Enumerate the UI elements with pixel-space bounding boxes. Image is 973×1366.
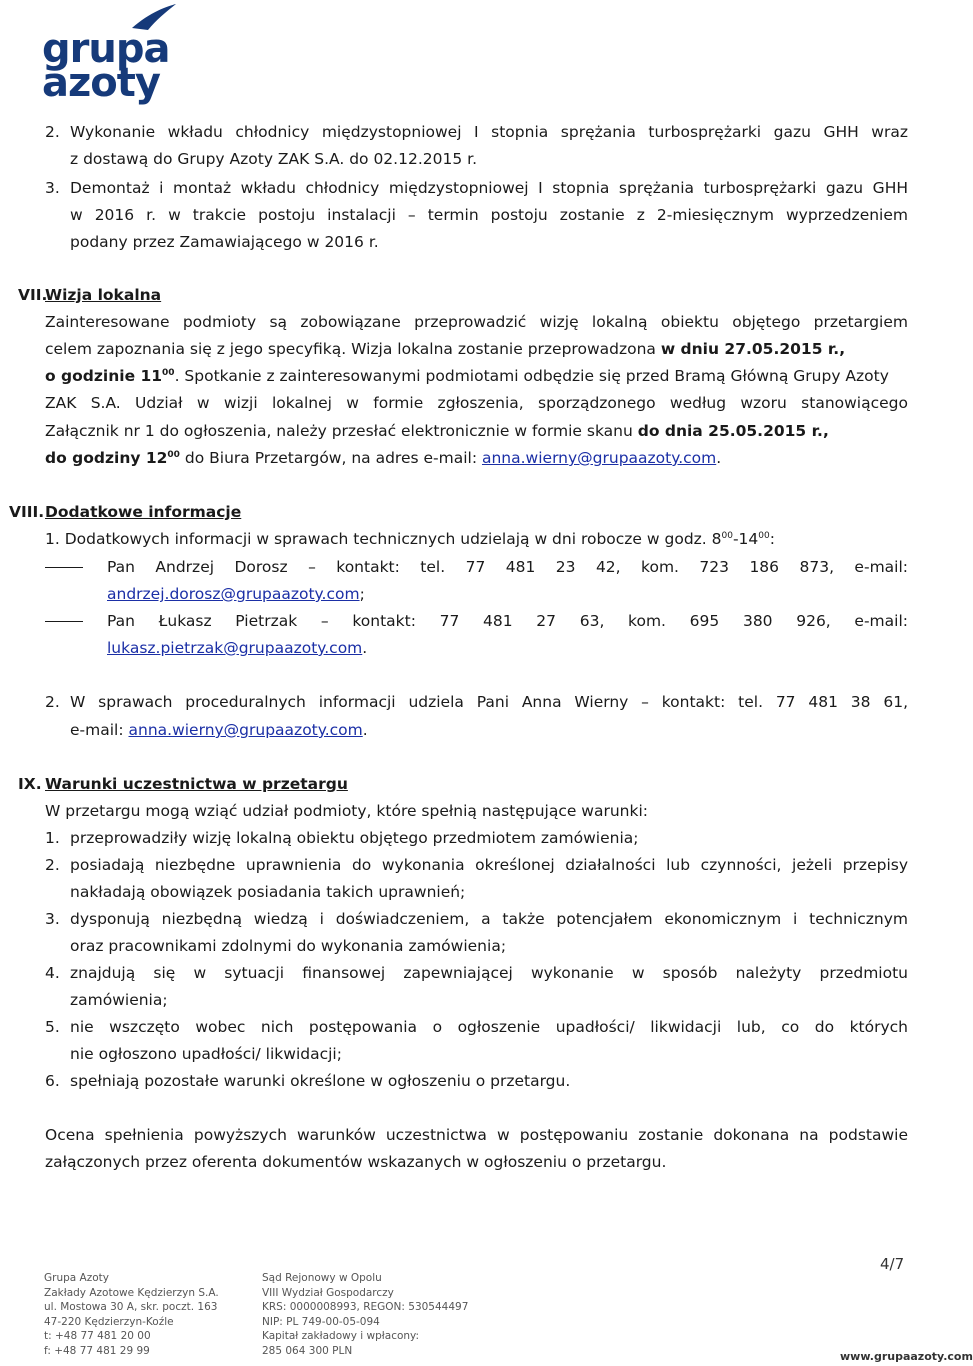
condition-1-text: przeprowadziły wizję lokalną obiektu objętego przedmiotem zamówienia; xyxy=(70,829,639,847)
condition-6 xyxy=(45,1068,908,1095)
item-3-number: 3. xyxy=(45,179,60,197)
item-3-text-end: podany przez Zamawiającego w 2016 r. xyxy=(70,233,379,251)
contact-2-line-1 xyxy=(45,608,908,635)
section-8-item-1-text: 1. Dodatkowych informacji w sprawach technicznych udzielają w dni robocze w godz. 8 xyxy=(45,530,722,548)
email-link-anna-wierny-2[interactable]: anna.wierny@grupaazoty.com xyxy=(128,721,363,739)
item-3-line-2 xyxy=(45,202,908,229)
item-3-text-cont: w 2016 r. w trakcie postoju instalacji – termin postoju zostanie z 2-miesięcznym wyprzedzeniem xyxy=(70,206,908,224)
footer-company xyxy=(44,1271,219,1358)
footer-fax: f: +48 77 481 29 99 xyxy=(44,1344,150,1357)
item-3-line-1 xyxy=(45,175,908,202)
item-2-number: 2. xyxy=(45,123,60,141)
condition-3-line-1 xyxy=(45,906,908,933)
visit-date: w dniu 27.05.2015 r. xyxy=(660,340,840,358)
condition-2-line-1 xyxy=(45,852,908,879)
condition-5-line-1 xyxy=(45,1014,908,1041)
footer-company-line: ul. Mostowa 30 A, skr. poczt. 163 xyxy=(44,1301,218,1313)
summary-line-2: załączonych przez oferenta dokumentów wskazanych w ogłoszeniu o przetargu. xyxy=(45,1153,667,1171)
email-link-andrzej-dorosz[interactable]: andrzej.dorosz@grupaazoty.com xyxy=(107,585,360,603)
condition-6-number: 6. xyxy=(45,1072,60,1090)
section-7-line-6 xyxy=(45,445,908,472)
contact-1-text: Pan Andrzej Dorosz – kontakt: tel. 77 481 23 42, kom. 723 186 873, e-mail: xyxy=(107,558,908,576)
punct: , xyxy=(839,340,846,358)
section-8-number: VIII. xyxy=(9,503,45,521)
hour-end-minutes: 00 xyxy=(758,531,770,541)
section-9-title: Warunki uczestnictwa w przetargu xyxy=(45,775,348,793)
section-7-text: . Spotkanie z zainteresowanymi podmiotami odbędzie się przed Bramą Główną Grupy Azoty xyxy=(174,367,889,385)
item-2-line-1 xyxy=(45,119,908,146)
section-7-text: Załącznik nr 1 do ogłoszenia, należy przesłać elektronicznie w formie skanu xyxy=(45,422,638,440)
condition-3-number: 3. xyxy=(45,910,60,928)
condition-4-text-cont: zamówienia; xyxy=(70,991,168,1009)
condition-5-text: nie wszczęto wobec nich postępowania o ogłoszenie upadłości/ likwidacji lub, co do których xyxy=(70,1018,908,1036)
item-3-text: Demontaż i montaż wkładu chłodnicy międzystopniowej I stopnia sprężania turbosprężarki gazu GHH xyxy=(70,179,908,197)
condition-2-text-cont: nakładają obowiązek posiadania takich uprawnień; xyxy=(70,883,466,901)
visit-minutes: 00 xyxy=(162,368,175,378)
punct: ; xyxy=(359,585,365,603)
deadline-hour: do godziny 12 xyxy=(45,449,168,467)
condition-2-line-2 xyxy=(45,879,908,906)
section-9-intro: W przetargu mogą wziąć udział podmioty, które spełnią następujące warunki: xyxy=(45,802,649,820)
footer-registry-line: NIP: PL 749-00-05-094 xyxy=(262,1315,380,1328)
footer-company-line: 47-220 Kędzierzyn-Koźle xyxy=(44,1315,174,1328)
email-link-anna-wierny[interactable]: anna.wierny@grupaazoty.com xyxy=(481,449,717,467)
condition-3-line-2 xyxy=(45,933,908,960)
condition-1-number: 1. xyxy=(45,829,60,847)
contact-1-line-2 xyxy=(45,581,908,608)
footer-registry-line: Kapitał zakładowy i wpłacony: xyxy=(262,1330,420,1342)
section-8-item-2-line-1 xyxy=(45,689,908,716)
condition-5-line-2 xyxy=(45,1041,908,1068)
contact-2-text: Pan Łukasz Pietrzak – kontakt: 77 481 27 63, kom. 695 380 926, e-mail: xyxy=(107,612,908,630)
section-7-text: do Biura Przetargów, na adres e-mail: xyxy=(179,449,482,467)
section-9-heading xyxy=(18,771,908,798)
footer-company-line: Zakłady Azotowe Kędzierzyn S.A. xyxy=(44,1286,219,1299)
page-number: 4/7 xyxy=(880,1255,905,1273)
section-7-line-3 xyxy=(45,363,908,390)
punct: . xyxy=(362,721,368,739)
section-7-line-2 xyxy=(45,336,908,363)
deadline-minutes: 00 xyxy=(167,450,180,460)
condition-6-text: spełniają pozostałe warunki określone w ogłoszeniu o przetargu. xyxy=(70,1072,571,1090)
contact-1-line-1 xyxy=(45,554,908,581)
deadline-date: do dnia 25.05.2015 r. xyxy=(637,422,823,440)
punct: . xyxy=(716,449,722,467)
section-7-heading xyxy=(18,282,908,309)
summary-line-1: Ocena spełnienia powyższych warunków uczestnictwa w postępowaniu zostanie dokonana na podstawie xyxy=(45,1126,908,1144)
email-link-lukasz-pietrzak[interactable]: lukasz.pietrzak@grupaazoty.com xyxy=(107,639,363,657)
punct: : xyxy=(769,530,775,548)
footer-registry xyxy=(262,1271,468,1358)
dash-bullet-icon xyxy=(45,621,83,622)
logo-text-top: grupa xyxy=(42,26,170,72)
section-8-heading xyxy=(9,499,908,526)
item-3-line-3 xyxy=(45,229,908,256)
condition-4-text: znajdują się w sytuacji finansowej zapewniającej wykonanie w sposób należyty przedmiotu xyxy=(70,964,908,982)
item-2-text: Wykonanie wkładu chłodnicy międzystopniowej I stopnia sprężania turbosprężarki gazu GHH wraz xyxy=(70,123,908,141)
footer-registry-line: 285 064 300 PLN xyxy=(262,1344,353,1357)
section-9-number: IX. xyxy=(18,775,42,793)
section-7-title: Wizja lokalna xyxy=(45,286,162,304)
section-8-item-2-line-2 xyxy=(45,717,908,744)
punct: , xyxy=(822,422,829,440)
section-8-item-2-text: W sprawach proceduralnych informacji udziela Pani Anna Wierny – kontakt: tel. 77 481 38 61, xyxy=(70,693,908,711)
condition-4-number: 4. xyxy=(45,964,60,982)
condition-3-text-cont: oraz pracownikami zdolnymi do wykonania zamówienia; xyxy=(70,937,507,955)
footer-registry-line: Sąd Rejonowy w Opolu xyxy=(262,1272,382,1284)
hour-start-minutes: 00 xyxy=(721,531,733,541)
grupa-azoty-logo xyxy=(40,0,220,106)
condition-5-text-cont: nie ogłoszono upadłości/ likwidacji; xyxy=(70,1045,342,1063)
section-8-item-2-number: 2. xyxy=(45,693,60,711)
section-7-line-1: Zainteresowane podmioty są zobowiązane przeprowadzić wizję lokalną obiektu objętego przetargiem xyxy=(45,313,908,331)
condition-2-number: 2. xyxy=(45,856,60,874)
logo-text-bottom: azoty xyxy=(42,60,160,106)
condition-4-line-1 xyxy=(45,960,908,987)
section-8-item-1 xyxy=(45,526,908,553)
hour-end: -14 xyxy=(732,530,759,548)
contact-2-line-2 xyxy=(45,635,908,662)
condition-5-number: 5. xyxy=(45,1018,60,1036)
section-8-title: Dodatkowe informacje xyxy=(45,503,242,521)
visit-hour: o godzinie 11 xyxy=(45,367,163,385)
item-2-text-cont: z dostawą do Grupy Azoty ZAK S.A. do 02.12.2015 r. xyxy=(70,150,477,168)
footer-registry-line: VIII Wydział Gospodarczy xyxy=(262,1286,394,1299)
condition-1 xyxy=(45,825,908,852)
section-7-text: celem zapoznania się z jego specyfiką. Wizja lokalna zostanie przeprowadzona xyxy=(45,340,661,358)
footer-phone: t: +48 77 481 20 00 xyxy=(44,1330,151,1342)
footer-company-line: Grupa Azoty xyxy=(44,1272,109,1284)
item-2-line-2 xyxy=(45,146,908,173)
section-7-line-5 xyxy=(45,418,908,445)
footer-registry-line: KRS: 0000008993, REGON: 530544497 xyxy=(262,1301,469,1313)
dash-bullet-icon xyxy=(45,567,83,568)
section-7-number: VII. xyxy=(18,286,48,304)
punct: . xyxy=(362,639,368,657)
condition-3-text: dysponują niezbędną wiedzą i doświadczeniem, a także potencjałem ekonomicznym i technicznym xyxy=(70,910,908,928)
condition-4-line-2 xyxy=(45,987,908,1014)
email-label: e-mail: xyxy=(70,721,129,739)
condition-2-text: posiadają niezbędne uprawnienia do wykonania określonej działalności lub czynności, jeżeli przepisy xyxy=(70,856,908,874)
section-7-line-4: ZAK S.A. Udział w wizji lokalnej w formie zgłoszenia, sporządzonego według wzoru stanowiącego xyxy=(45,394,908,412)
footer-website-link[interactable]: www.grupaazoty.com xyxy=(840,1350,973,1363)
